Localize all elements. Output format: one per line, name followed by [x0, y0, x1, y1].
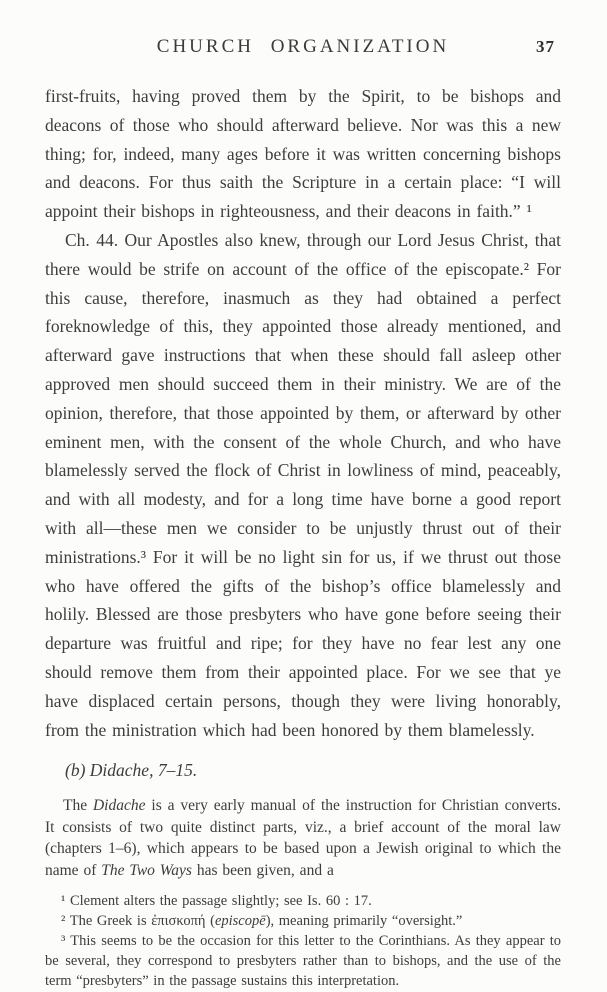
- footnote-3: ³ This seems to be the occasion for this letter to the Corinthians. As they appear to be several, they correspond to presbyters rather than to bishops, and the use of the term “presbyters” in the passage sustains this interpretation.: [45, 933, 561, 990]
- page-number: 37: [536, 37, 555, 56]
- section-heading-didache: (b) Didache, 7–15.: [65, 760, 198, 781]
- footnote-2: ² The Greek is ἐπισκοπή (episcopē), meaning primarily “oversight.”: [61, 913, 463, 930]
- text-block: [45, 82, 561, 991]
- page-header: [45, 36, 561, 64]
- didache-intro-paragraph: The Didache is a very early manual of the instruction for Christian converts. It consists of two quite distinct parts, viz., a brief account of the moral law (chapters 1–6), which appears to be based upon a Jewish original to which the name of The Two Ways has been given, and a: [45, 797, 561, 879]
- footnotes-block: [45, 891, 561, 991]
- footnote-1: ¹ Clement alters the passage slightly; see Is. 60 : 17.: [61, 893, 372, 910]
- running-title: CHURCH ORGANIZATION: [156, 36, 450, 57]
- paragraph-ch44: Ch. 44. Our Apostles also knew, through our Lord Jesus Christ, that there would be strife on account of the office of the episcopate.² For this cause, therefore, inasmuch as they had obtained a perfect foreknowledge of this, they appointed those already mentioned, and afterward gave instructions that when these should fall asleep other approved men should succeed them in their ministry. We are of the opinion, therefore, that those appointed by them, or afterward by other eminent men, with the consent of the whole Church, and who have blamelessly served the flock of Christ in lowliness of mind, peaceably, and with all modesty, and for a long time have borne a good report with all—these men we consider to be unjustly thrust out of their ministrations.³ For it will be no light sin for us, if we thrust out those who have offered the gifts of the bishop’s office blamelessly and holily. Blessed are those presbyters who have gone before seeing their departure was fruitful and ripe; for they have no fear lest any one should remove them from their appointed place. For we see that ye have displaced certain persons, though they were living honorably, from the ministration which had been honored by them blamelessly.: [45, 229, 561, 740]
- paragraph-firstfruits: first-fruits, having proved them by the Spirit, to be bishops and deacons of those who should afterward believe. Nor was this a new thing; for, indeed, many ages before it was written concerning bishops and deacons. For thus saith the Scripture in a certain place: “I will appoint their bishops in righteousness, and their deacons in faith.” ¹: [45, 86, 561, 222]
